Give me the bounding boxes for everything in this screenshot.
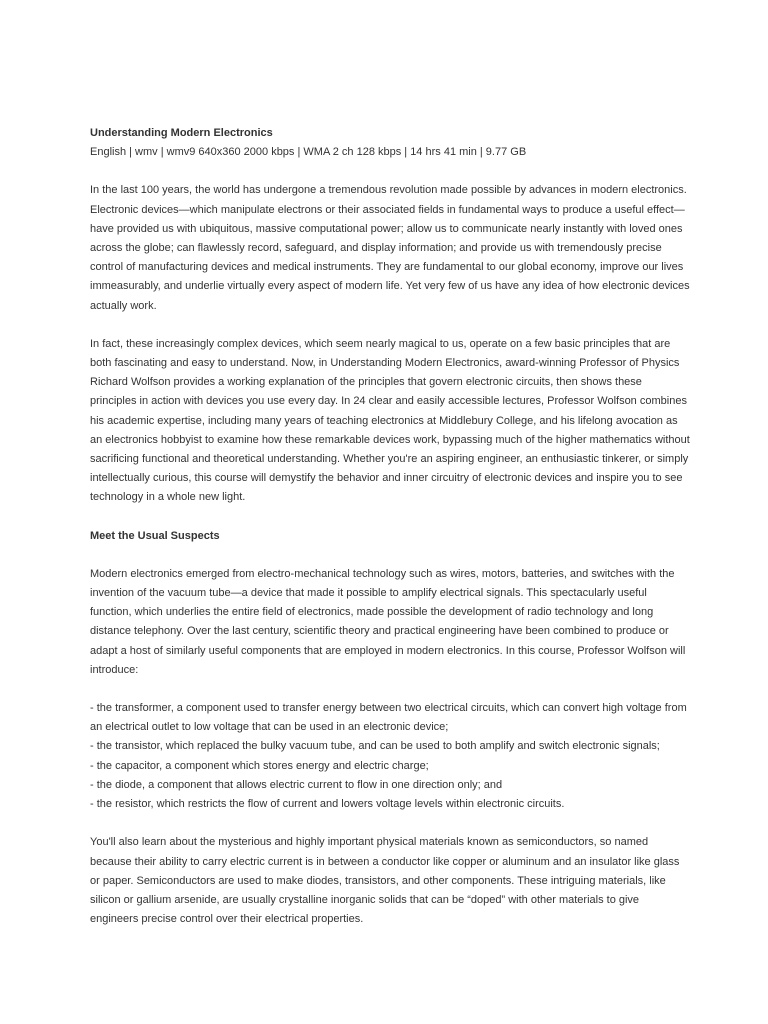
spacer [90, 316, 690, 335]
section-heading: Meet the Usual Suspects [90, 529, 220, 542]
component-list [90, 699, 690, 814]
paragraph-history: Modern electronics emerged from electro-mechanical technology such as wires, motors, batteries, and switches with the invention of the vacuum tube—a device that made it possible to amplify electrical signals. This spectacularly useful function, which underlies the entire field of electronics, made possible the development of radio technology and long distance telephony. Over the last century, scientific theory and practical engineering have been combined to produce or adapt a host of similarly useful components that are employed in modern electronics. In this course, Professor Wolfson will introduce: [90, 567, 686, 676]
paragraph-intro: In the last 100 years, the world has undergone a tremendous revolution made possible by advances in modern electronics. Electronic devices—which manipulate electrons or their associated fields in fundamental ways to produce a useful effect—have provided us with ubiquitous, massive computational power; allow us to communicate nearly instantly with loved ones across the globe; can flawlessly record, safeguard, and display information; and provide us with tremendously precise control of manufacturing devices and medical instruments. They are fundamental to our global economy, improve our lives immeasurably, and underlie virtually every aspect of modern life. Yet very few of us have any idea of how electronic devices actually work. [90, 184, 690, 312]
list-item: - the capacitor, a component which stores energy and electric charge; [90, 759, 429, 772]
document-body [90, 124, 690, 929]
spacer [90, 508, 690, 527]
list-item: - the diode, a component that allows electric current to flow in one direction only; and [90, 778, 503, 791]
list-item: - the transistor, which replaced the bulky vacuum tube, and can be used to both amplify and switch electronic signals; [90, 740, 660, 753]
spacer [90, 814, 690, 833]
document-title: Understanding Modern Electronics [90, 127, 273, 139]
spacer [90, 546, 690, 565]
spacer [90, 680, 690, 699]
list-item: - the transformer, a component used to transfer energy between two electrical circuits, which can convert high voltage from an electrical outlet to low voltage that can be used in an electronic device; [90, 702, 687, 734]
paragraph-course: In fact, these increasingly complex devices, which seem nearly magical to us, operate on a few basic principles that are both fascinating and easy to understand. Now, in Understanding Modern Electronics, award-winning Professor of Physics Richard Wolfson provides a working explanation of the principles that govern electronic circuits, then shows these principles in action with devices you use every day. In 24 clear and easily accessible lectures, Professor Wolfson combines his academic expertise, including many years of teaching electronics at Middlebury College, and his lifelong avocation as an electronics hobbyist to examine how these remarkable devices work, bypassing much of the higher mathematics without sacrificing functional and theoretical understanding. Whether you're an aspiring engineer, an enthusiastic tinkerer, or simply intellectually curious, this course will demystify the behavior and inner circuitry of electronic devices and inspire you to see technology in a whole new light. [90, 337, 690, 504]
paragraph-semiconductors: You'll also learn about the mysterious and highly important physical materials known as semiconductors, so named because their ability to carry electric current is in between a conductor like copper or aluminum and an insulator like glass or paper. Semiconductors are used to make diodes, transistors, and other components. These intriguing materials, like silicon or gallium arsenide, are usually crystalline inorganic solids that can be “doped” with other materials to give engineers precise control over their electrical properties. [90, 836, 680, 926]
list-item: - the resistor, which restricts the flow of current and lowers voltage levels within electronic circuits. [90, 798, 565, 811]
document-meta: English | wmv | wmv9 640x360 2000 kbps | WMA 2 ch 128 kbps | 14 hrs 41 min | 9.77 GB [90, 146, 527, 159]
spacer [90, 162, 690, 181]
